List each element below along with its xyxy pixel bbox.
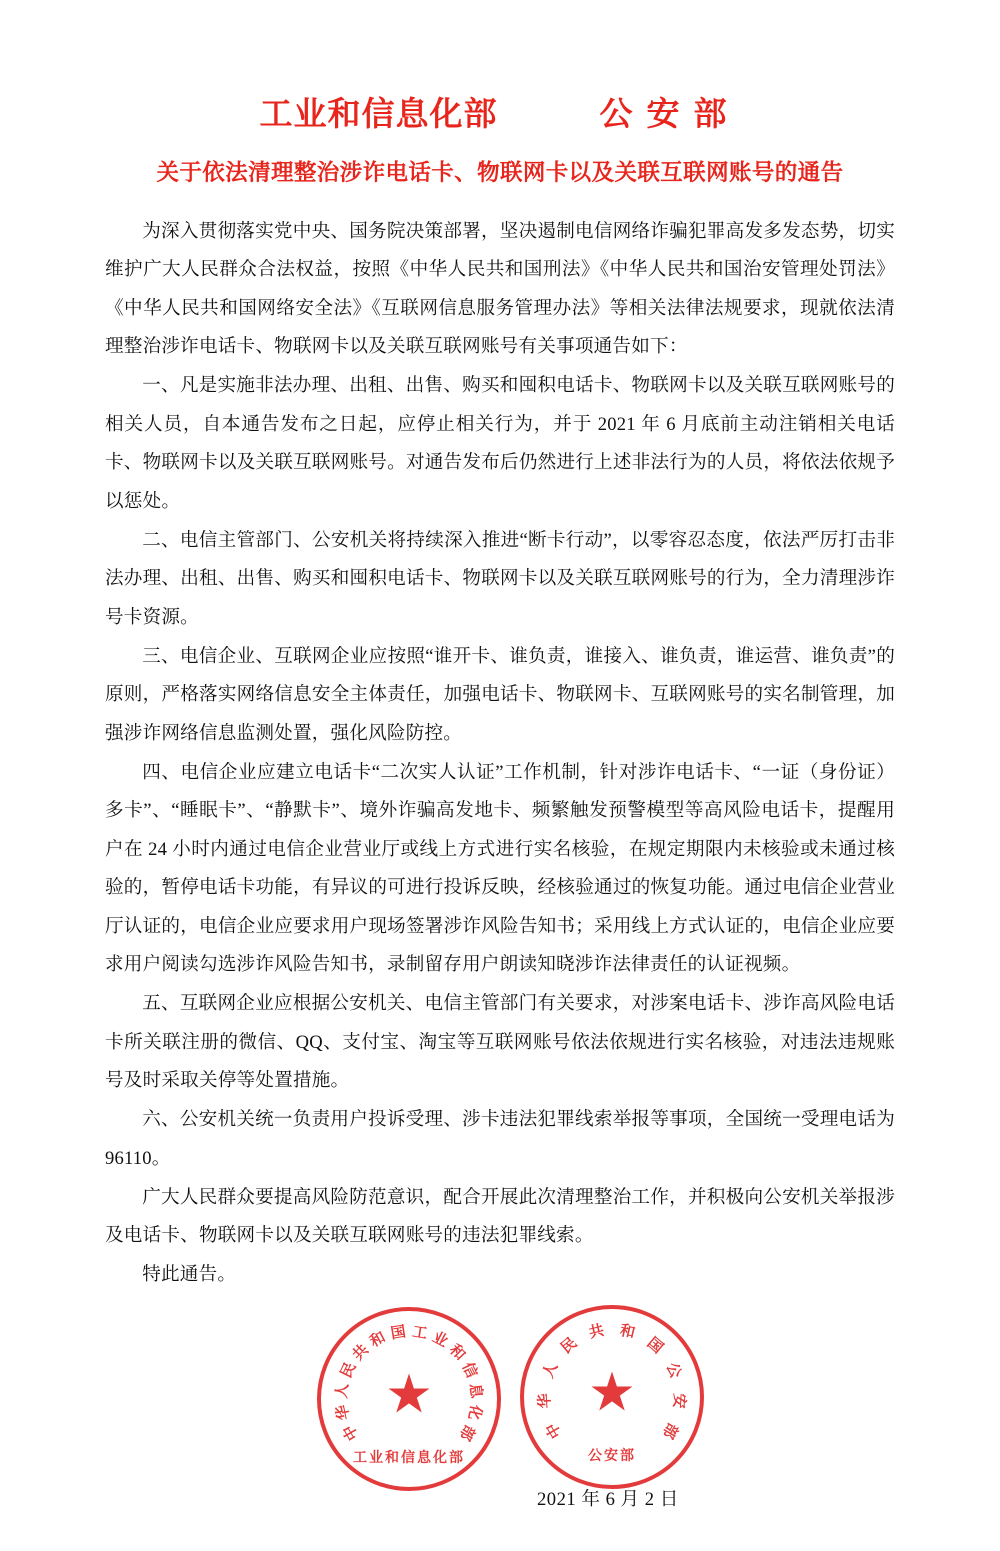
masthead — [105, 88, 895, 135]
paragraph-item-2: 二、电信主管部门、公安机关将持续深入推进“断卡行动”，以零容忍态度，依法严厉打击非法办理、出租、出售、购买和囤积电话卡、物联网卡以及关联互联网账号的行为，全力清理涉诈号卡资源。 — [105, 529, 895, 628]
issuing-org-miit: 工业和信息化部 — [259, 97, 498, 133]
paragraph-public-notice: 广大人民群众要提高风险防范意识，配合开展此次清理整治工作，并积极向公安机关举报涉及电话卡、物联网卡以及关联互联网账号的违法犯罪线索。 — [105, 1186, 895, 1247]
issue-date: 2021 年 6 月 2 日 — [537, 1488, 679, 1510]
paragraph-closing: 特此通告。 — [142, 1264, 237, 1286]
paragraph-preamble: 为深入贯彻落实党中央、国务院决策部署，坚决遏制电信网络诈骗犯罪高发多发态势，切实维护广大人民群众合法权益，按照《中华人民共和国刑法》《中华人民共和国治安管理处罚法》《中华人民共和国网络安全法》《互联网信息服务管理办法》等相关法律法规要求，现就依法清理整治涉诈电话卡、物联网卡以及关联互联网账号有关事项通告如下： — [105, 221, 895, 358]
paragraph-item-1: 一、凡是实施非法办理、出租、出售、购买和囤积电话卡、物联网卡以及关联互联网账号的相关人员，自本通告发布之日起，应停止相关行为，并于 2021 年 6 月底前主动注销相关电话卡、物联网卡以及关联互联网账号。对通告发布后仍然进行上述非法行为的人员，将依法依规予以惩处。 — [105, 375, 895, 512]
official-seal-mps — [520, 1305, 704, 1489]
seal-bottom-text-miit: 工业和信息化部 — [353, 1450, 465, 1466]
star-icon: ★ — [590, 1368, 634, 1418]
paragraph-item-4: 四、电信企业应建立电话卡“二次实人认证”工作机制，针对涉诈电话卡、“一证（身份证）多卡”、“睡眠卡”、“静默卡”、境外诈骗高发地卡、频繁触发预警模型等高风险电话卡，提醒用户在 24 小时内通过电信企业营业厅或线上方式进行实名核验，在规定期限内未核验或未通过核验的，暂停电话卡功能，有异议的可进行投诉反映，经核验通过的恢复功能。通过电信企业营业厅认证的，电信企业应要求用户现场签署涉诈风险告知书；采用线上方式认证的，电信企业应要求用户阅读勾选涉诈风险告知书，录制留存用户朗读知晓涉诈法律责任的认证视频。 — [105, 761, 895, 976]
page-title: 关于依法清理整治涉诈电话卡、物联网卡以及关联互联网账号的通告 — [156, 160, 844, 185]
seal-ring-text-miit: 中 华 人 民 共 和 国 工 业 和 信 息 化 部 — [334, 1323, 484, 1443]
seal-bottom-text-mps: 公安部 — [588, 1448, 636, 1464]
issuing-org-mps: 公安部 — [599, 97, 741, 133]
signature-area — [105, 1301, 895, 1551]
paragraph-item-6: 六、公安机关统一负责用户投诉受理、涉卡违法犯罪线索举报等事项，全国统一受理电话为 96110。 — [105, 1109, 895, 1169]
star-icon: ★ — [387, 1370, 431, 1420]
paragraph-item-3: 三、电信企业、互联网企业应按照“谁开卡、谁负责，谁接入、谁负责，谁运营、谁负责”的原则，严格落实网络信息安全主体责任，加强电话卡、物联网卡、互联网账号的实名制管理，加强涉诈网络信息监测处置，强化风险防控。 — [105, 645, 895, 744]
seal-ring-text-mps: 中 华 人 民 共 和 国 公 安 部 — [537, 1322, 687, 1441]
official-seal-miit — [317, 1307, 501, 1491]
paragraph-item-5: 五、互联网企业应根据公安机关、电信主管部门有关要求，对涉案电话卡、涉诈高风险电话卡所关联注册的微信、QQ、支付宝、淘宝等互联网账号依法依规进行实名核验，对违法违规账号及时采取关停等处置措施。 — [105, 993, 895, 1092]
document-body — [105, 213, 895, 1295]
